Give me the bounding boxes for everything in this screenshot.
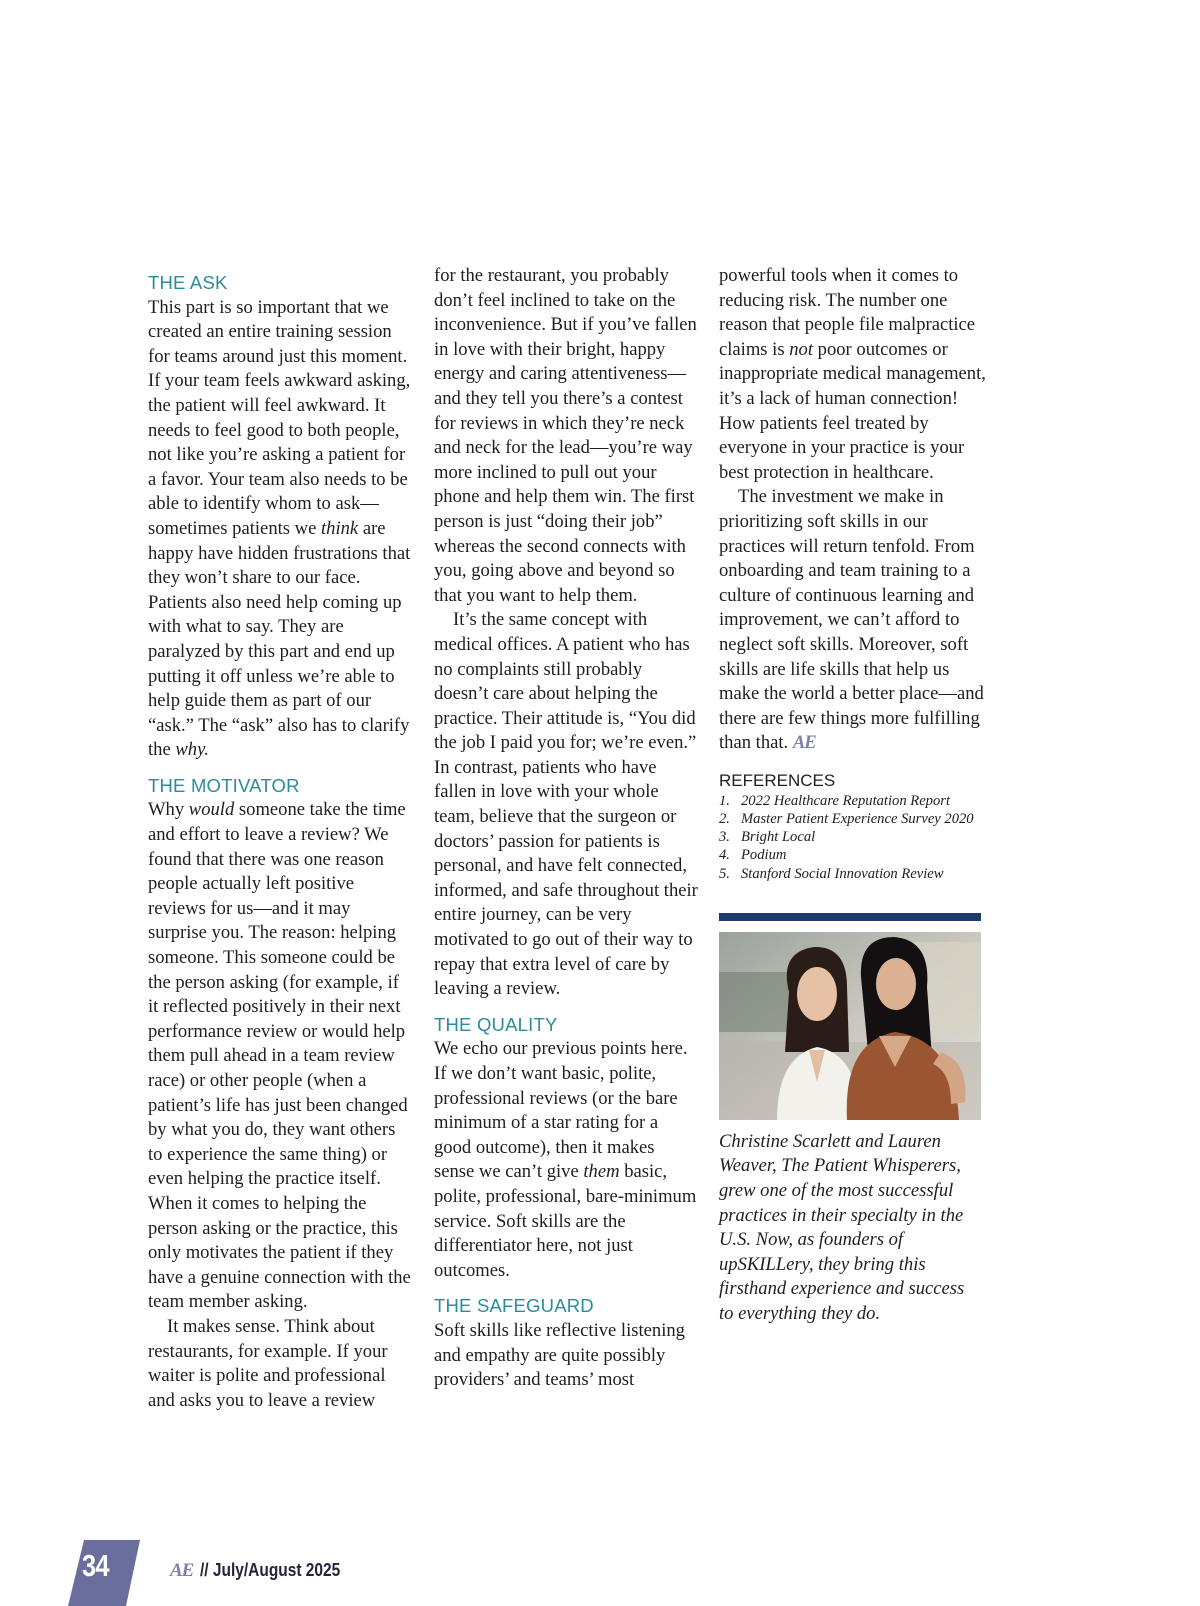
paragraph-investment: The investment we make in prioritizing soft skills in our practices will return tenfold. From onboarding and team training to a culture of continuous learning and improvement, we can’t afford to neglect soft skills. Moreover, soft skills are life skills that help us make the world a better place—and there are few things more fulfilling than that. AE	[719, 486, 984, 754]
paragraph-restaurant-continued: for the restaurant, you probably don’t feel inclined to take on the inconvenience. But if you’ve fallen in love with their bright, happy energy and caring attentiveness—and they tell you there’s a contest for reviews in which they’re neck and neck for the lead—you’re way more inclined to pull out your phone and help them win. The first person is just “doing their job” whereas the second connects with you, going above and beyond so that you want to help them.	[434, 265, 697, 606]
article-column-2	[434, 264, 698, 1393]
reference-item: 5. Stanford Social Innovation Review	[719, 865, 944, 882]
page-footer	[0, 1540, 1200, 1606]
magazine-logo: AE	[170, 1560, 194, 1581]
section-heading-the-safeguard: THE SAFEGUARD	[434, 1295, 594, 1317]
reference-item: 2. Master Patient Experience Survey 2020	[719, 811, 974, 828]
paragraph-safeguard-continued: powerful tools when it comes to reducing risk. The number one reason that people file malpractice claims is not poor outcomes or inappropriate medical management, it’s a lack of human connection! How patients feel treated by everyone in your practice is your best protection in healthcare.	[719, 265, 986, 483]
article-column-1	[148, 264, 412, 1413]
paragraph-restaurants: It makes sense. Think about restaurants, for example. If your waiter is polite and professional and asks you to leave a review	[148, 1315, 388, 1411]
reference-item: 1. 2022 Healthcare Reputation Report	[719, 792, 951, 809]
reference-item: 4. Podium	[719, 847, 787, 864]
paragraph-motivator: Why would someone take the time and effort to leave a review? We found that there was one reason people actually left positive reviews for us—and it may surprise you. The reason: helping someone. This someone could be the person asking (for example, if it reflected positively in their next performance review or would help them pull ahead in a team review race) or other people (when a patient’s life has just been changed by what you do, they want others to experience the same thing) or even helping the practice itself. When it comes to helping the person asking or the practice, this only motivates the patient if they have a genuine connection with the team member asking.	[148, 799, 411, 1313]
section-heading-the-ask: THE ASK	[148, 272, 228, 293]
page-number: 34	[82, 1548, 109, 1583]
section-divider-rule	[719, 913, 981, 921]
photo-caption: Christine Scarlett and Lauren Weaver, The Patient Whisperers, grew one of the most successful practices in their specialty in the U.S. Now, as founders of upSKILLery, they bring this firsthand experience and success to everything they do.	[719, 1130, 965, 1325]
paragraph-medical-offices: It’s the same concept with medical offices. A patient who has no complaints still probably doesn’t care about helping the practice. Their attitude is, “You did the job I paid you for; we’re even.” In contrast, patients who have fallen in love with your whole team, believe that the surgeon or doctors’ passion for patients is personal, and have felt connected, informed, and safe throughout their entire journey, can be very motivated to go out of their way to repay that extra level of care by leaving a review.	[434, 609, 698, 1000]
issue-date: // July/August 2025	[200, 1560, 341, 1580]
section-heading-the-motivator: THE MOTIVATOR	[148, 774, 300, 796]
references-heading: REFERENCES	[719, 770, 836, 790]
section-heading-the-quality: THE QUALITY	[434, 1013, 558, 1035]
article-column-3	[719, 264, 987, 1327]
end-of-article-mark: AE	[792, 732, 816, 754]
reference-item: 3. Bright Local	[719, 829, 816, 846]
author-photo-illustration	[719, 932, 981, 1120]
references-list	[719, 792, 987, 883]
paragraph-quality: We echo our previous points here. If we don’t want basic, polite, professional reviews (or the bare minimum of a star rating for a good outcome), then it makes sense we can’t give them basic, polite, professional, bare-minimum service. Soft skills are the differentiator here, not just outcomes.	[434, 1038, 697, 1281]
paragraph-safeguard: Soft skills like reflective listening and empathy are quite possibly providers’ and teams’ most	[434, 1319, 685, 1391]
author-photo	[719, 932, 981, 1120]
paragraph-ask: This part is so important that we created an entire training session for teams around just this moment. If your team feels awkward asking, the patient will feel awkward. It needs to feel good to both people, not like you’re asking a patient for a favor. Your team also needs to be able to identify whom to ask—sometimes patients we think are happy have hidden frustrations that they won’t share to our face. Patients also need help coming up with what to say. They are paralyzed by this part and end up putting it off unless we’re able to help guide them as part of our “ask.” The “ask” also has to clarify the why.	[148, 296, 411, 761]
